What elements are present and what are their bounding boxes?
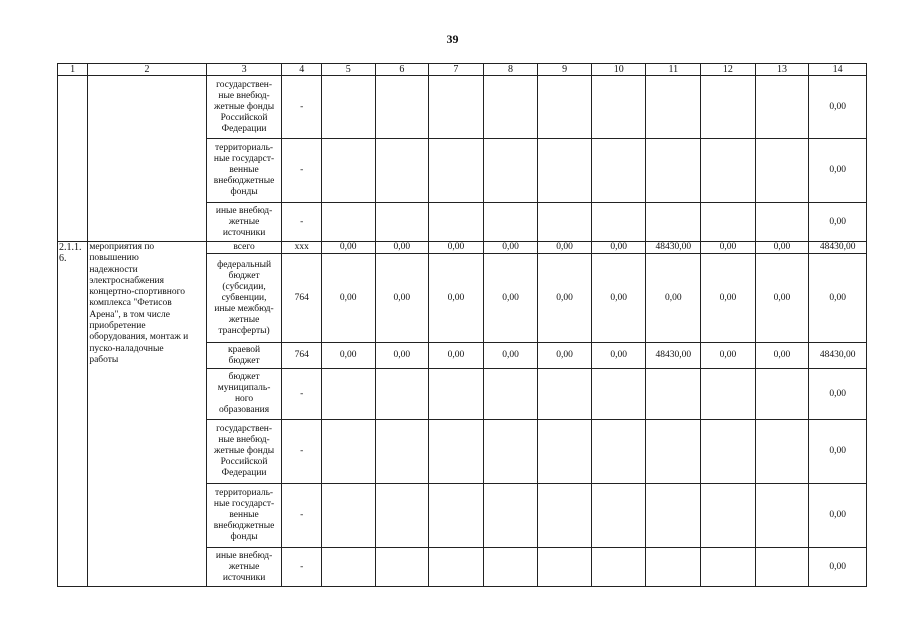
budget-code: - (282, 369, 321, 420)
value-cell (321, 420, 375, 484)
value-cell: 0,00 (321, 343, 375, 369)
funding-source: территориаль- ные государст- венные внебюджетные фонды (206, 139, 282, 203)
value-cell (538, 420, 592, 484)
value-cell: 0,00 (429, 343, 484, 369)
value-cell (429, 203, 484, 242)
budget-code: - (282, 203, 321, 242)
value-cell (646, 139, 701, 203)
value-cell: 0,00 (809, 254, 867, 343)
total-cell: 0,00 (809, 484, 867, 548)
value-cell: 0,00 (321, 242, 375, 254)
funding-source: иные внебюд- жетные источники (206, 203, 282, 242)
funding-source: государствен- ные внебюд- жетные фонды Российской Федерации (206, 420, 282, 484)
header-cell: 9 (538, 64, 592, 76)
value-cell (701, 548, 756, 587)
value-cell: 0,00 (591, 343, 646, 369)
value-cell (483, 76, 538, 139)
header-cell: 1 (58, 64, 88, 76)
value-cell (375, 76, 429, 139)
value-cell (591, 76, 646, 139)
budget-code: - (282, 548, 321, 587)
value-cell: 0,00 (701, 242, 756, 254)
header-cell: 13 (755, 64, 809, 76)
budget-table (57, 63, 867, 587)
value-cell (591, 548, 646, 587)
value-cell: 0,00 (429, 254, 484, 343)
value-cell (755, 420, 809, 484)
funding-source: государствен- ные внебюд- жетные фонды Российской Федерации (206, 76, 282, 139)
value-cell (591, 203, 646, 242)
budget-code: - (282, 76, 321, 139)
header-cell: 3 (206, 64, 282, 76)
row-number (58, 76, 88, 242)
total-cell: 0,00 (809, 369, 867, 420)
row-name (88, 76, 206, 242)
value-cell (321, 548, 375, 587)
value-cell: 0,00 (755, 254, 809, 343)
value-cell (375, 203, 429, 242)
funding-source: иные внебюд- жетные источники (206, 548, 282, 587)
page-number: 39 (446, 32, 459, 46)
value-cell: 0,00 (375, 343, 429, 369)
value-cell (321, 139, 375, 203)
budget-code: 764 (282, 343, 321, 369)
header-cell: 10 (591, 64, 646, 76)
value-cell: 0,00 (538, 254, 592, 343)
value-cell (429, 548, 484, 587)
value-cell (375, 484, 429, 548)
value-cell (375, 369, 429, 420)
value-cell: 0,00 (755, 242, 809, 254)
header-cell: 12 (701, 64, 756, 76)
value-cell (701, 420, 756, 484)
value-cell (646, 484, 701, 548)
total-cell: 0,00 (809, 548, 867, 587)
value-cell: 0,00 (591, 254, 646, 343)
row-name: мероприятия по повышению надежности электроснабжения концертно-спортивного комплекса "Фетисов Арена", в том числе приобретение оборудования, монтаж и пуско-наладочные работы (88, 242, 206, 587)
value-cell (321, 369, 375, 420)
funding-source: территориаль- ные государст- венные внебюджетные фонды (206, 484, 282, 548)
value-cell (538, 139, 592, 203)
value-cell (755, 548, 809, 587)
budget-code: - (282, 139, 321, 203)
value-cell: 0,00 (375, 254, 429, 343)
value-cell: 0,00 (701, 343, 756, 369)
value-cell (375, 420, 429, 484)
value-cell (701, 369, 756, 420)
funding-source: федеральный бюджет (субсидии, субвенции, иные межбюд- жетные трансферты) (206, 254, 282, 343)
value-cell (538, 369, 592, 420)
value-cell (646, 203, 701, 242)
value-cell (755, 139, 809, 203)
value-cell (538, 203, 592, 242)
funding-source: всего (206, 242, 282, 254)
header-cell: 11 (646, 64, 701, 76)
funding-source: краевой бюджет (206, 343, 282, 369)
value-cell: 0,00 (483, 343, 538, 369)
value-cell (646, 369, 701, 420)
value-cell: 0,00 (591, 242, 646, 254)
table-row (58, 242, 867, 254)
value-cell (429, 484, 484, 548)
value-cell: 48430,00 (809, 343, 867, 369)
value-cell: 48430,00 (646, 343, 701, 369)
budget-code: 764 (282, 254, 321, 343)
value-cell (483, 420, 538, 484)
value-cell: 0,00 (375, 242, 429, 254)
table-row (58, 76, 867, 139)
value-cell (483, 369, 538, 420)
total-cell: 0,00 (809, 203, 867, 242)
value-cell: 0,00 (429, 242, 484, 254)
value-cell: 0,00 (483, 254, 538, 343)
value-cell (646, 76, 701, 139)
total-cell: 0,00 (809, 76, 867, 139)
value-cell: 0,00 (701, 254, 756, 343)
total-cell: 0,00 (809, 139, 867, 203)
header-cell: 6 (375, 64, 429, 76)
value-cell (321, 76, 375, 139)
value-cell: 0,00 (538, 343, 592, 369)
value-cell (646, 420, 701, 484)
value-cell: 48430,00 (646, 242, 701, 254)
row-number: 2.1.1. 6. (58, 242, 88, 587)
header-row (58, 64, 867, 76)
value-cell: 0,00 (646, 254, 701, 343)
value-cell (591, 484, 646, 548)
value-cell (755, 203, 809, 242)
value-cell (429, 76, 484, 139)
header-cell: 5 (321, 64, 375, 76)
value-cell (538, 484, 592, 548)
value-cell (321, 484, 375, 548)
value-cell (591, 139, 646, 203)
value-cell (483, 484, 538, 548)
value-cell: 0,00 (483, 242, 538, 254)
value-cell (538, 548, 592, 587)
value-cell (321, 203, 375, 242)
value-cell (701, 139, 756, 203)
value-cell (755, 76, 809, 139)
header-cell: 4 (282, 64, 321, 76)
value-cell (701, 484, 756, 548)
value-cell (429, 369, 484, 420)
value-cell: 0,00 (321, 254, 375, 343)
header-cell: 7 (429, 64, 484, 76)
header-cell: 8 (483, 64, 538, 76)
value-cell (646, 548, 701, 587)
budget-code: ххх (282, 242, 321, 254)
value-cell (701, 76, 756, 139)
value-cell (429, 139, 484, 203)
budget-code: - (282, 484, 321, 548)
header-cell: 2 (88, 64, 206, 76)
value-cell (483, 548, 538, 587)
value-cell (538, 76, 592, 139)
budget-code: - (282, 420, 321, 484)
value-cell (591, 420, 646, 484)
value-cell (375, 139, 429, 203)
value-cell (755, 369, 809, 420)
funding-source: бюджет муниципаль- ного образования (206, 369, 282, 420)
value-cell: 48430,00 (809, 242, 867, 254)
value-cell (375, 548, 429, 587)
total-cell: 0,00 (809, 420, 867, 484)
header-cell: 14 (809, 64, 867, 76)
value-cell (755, 484, 809, 548)
value-cell (591, 369, 646, 420)
value-cell (483, 203, 538, 242)
value-cell: 0,00 (538, 242, 592, 254)
value-cell (483, 139, 538, 203)
value-cell (701, 203, 756, 242)
value-cell (429, 420, 484, 484)
value-cell: 0,00 (755, 343, 809, 369)
